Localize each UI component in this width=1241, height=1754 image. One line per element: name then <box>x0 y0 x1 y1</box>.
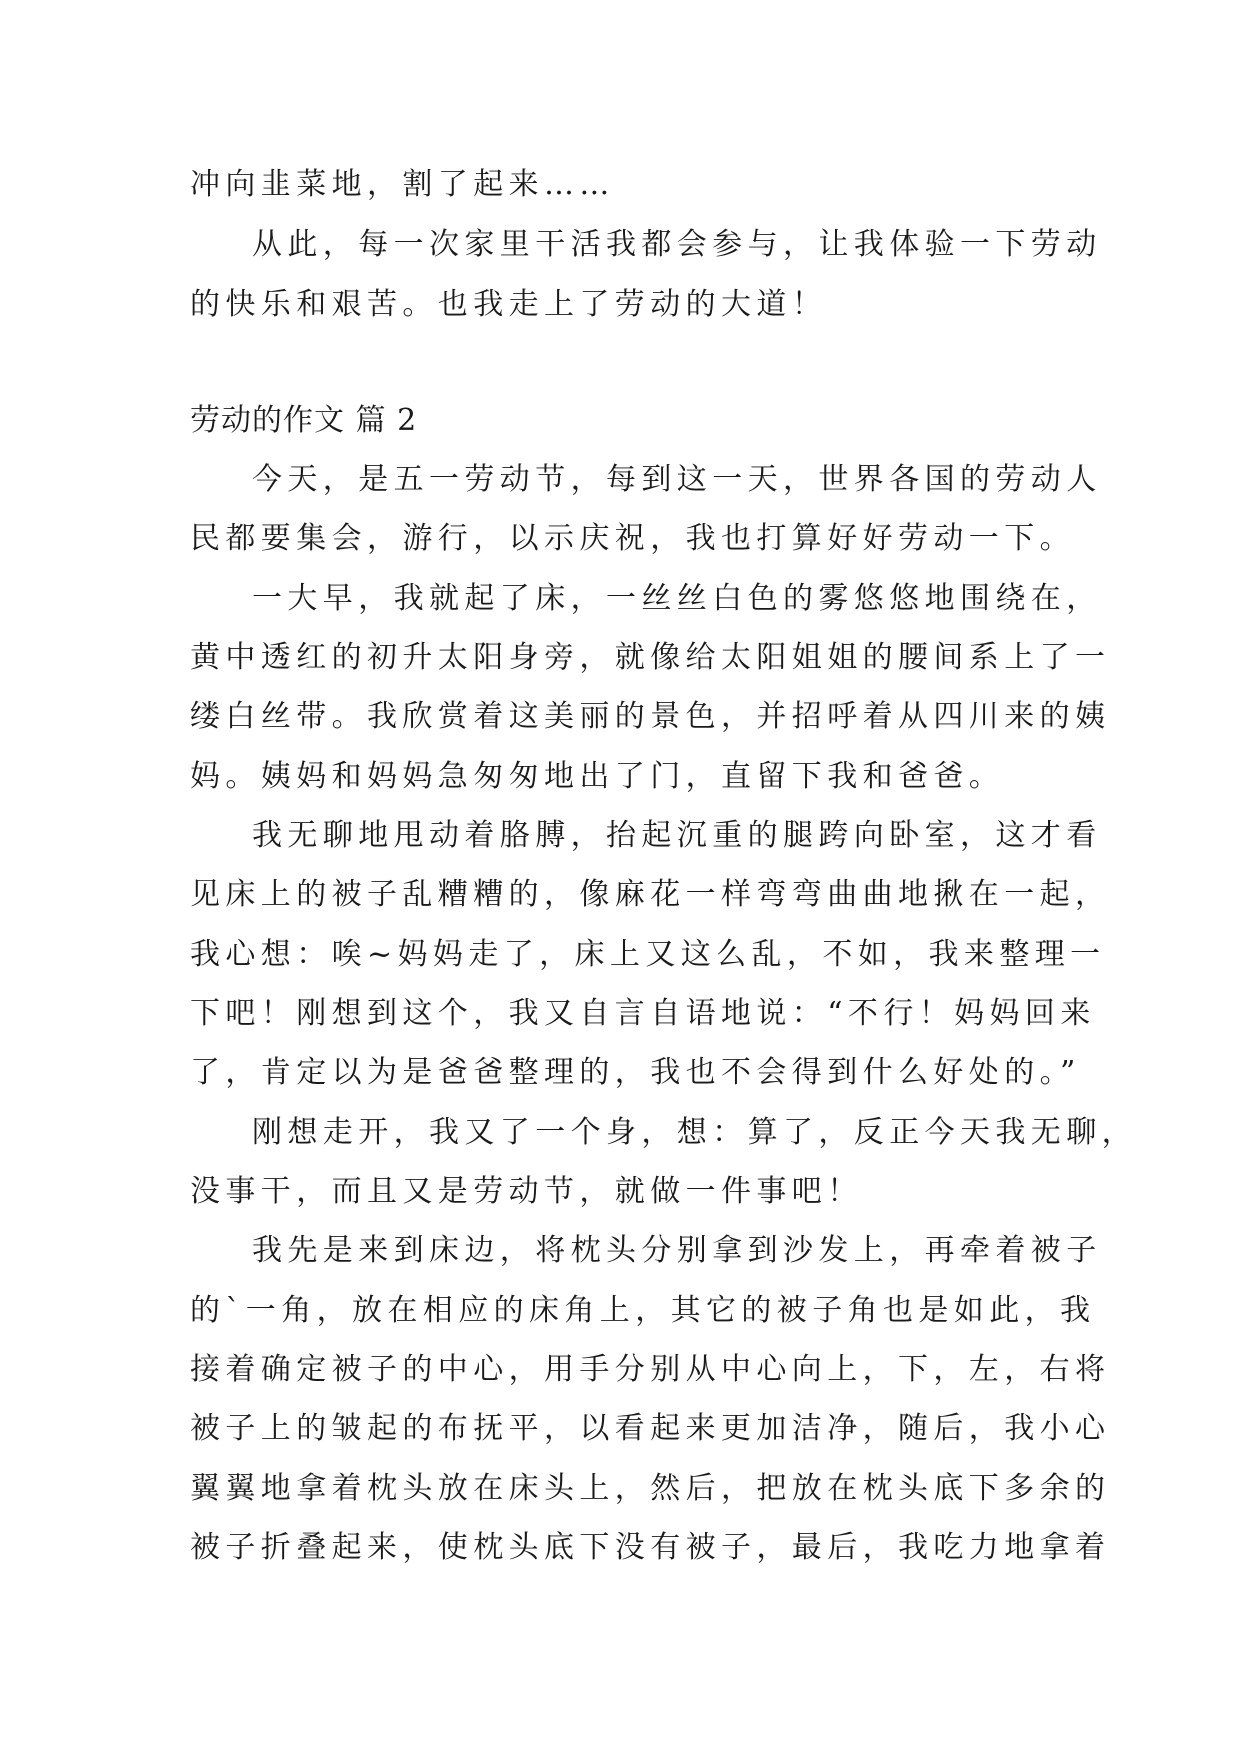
paragraph-first-line: 从此，每一次家里干活我都会参与，让我体验一下劳动 <box>252 227 1102 262</box>
text-line: 下吧！刚想到这个，我又自言自语地说：“不行！妈妈回来 <box>190 996 1096 1031</box>
paragraph-first-line: 我先是来到床边，将枕头分别拿到沙发上，再牵着被子 <box>252 1233 1102 1268</box>
paragraph-first-line: 我无聊地甩动着胳膊，抬起沉重的腿跨向卧室，这才看 <box>252 818 1102 853</box>
text-line: 缕白丝带。我欣赏着这美丽的景色，并招呼着从四川来的姨 <box>190 699 1111 734</box>
text-line: 妈。姨妈和妈妈急匆匆地出了门，直留下我和爸爸。 <box>190 759 1005 794</box>
text-line: 接着确定被子的中心，用手分别从中心向上，下，左，右将 <box>190 1352 1111 1387</box>
text-line: 的快乐和艰苦。也我走上了劳动的大道！ <box>190 287 828 322</box>
text-line: 翼翼地拿着枕头放在床头上，然后，把放在枕头底下多余的 <box>190 1471 1111 1506</box>
text-line: 被子上的皱起的布抚平，以看起来更加洁净，随后，我小心 <box>190 1411 1111 1446</box>
paragraph-first-line: 刚想走开，我又了一个身，想：算了，反正今天我无聊， <box>252 1115 1137 1150</box>
text-line: 民都要集会，游行，以示庆祝，我也打算好好劳动一下。 <box>190 521 1075 556</box>
section-heading: 劳动的作文 篇 2 <box>190 403 418 438</box>
text-line: 被子折叠起来，使枕头底下没有被子，最后，我吃力地拿着 <box>190 1530 1111 1565</box>
text-line: 见床上的被子乱糟糟的，像麻花一样弯弯曲曲地揪在一起， <box>190 877 1111 912</box>
text-line: 我心想：唉~妈妈走了，床上又这么乱，不如，我来整理一 <box>190 937 1106 972</box>
text-line: 黄中透红的初升太阳身旁，就像给太阳姐姐的腰间系上了一 <box>190 640 1111 675</box>
paragraph-first-line: 一大早，我就起了床，一丝丝白色的雾悠悠地围绕在， <box>252 581 1102 616</box>
text-line: 的`一角，放在相应的床角上，其它的被子角也是如此，我 <box>190 1293 1096 1328</box>
text-line: 没事干，而且又是劳动节，就做一件事吧！ <box>190 1174 863 1209</box>
text-line: 了，肯定以为是爸爸整理的，我也不会得到什么好处的。” <box>190 1055 1081 1090</box>
paragraph-first-line: 今天，是五一劳动节，每到这一天，世界各国的劳动人 <box>252 462 1102 497</box>
text-line: 冲向韭菜地，割了起来…… <box>190 167 615 202</box>
